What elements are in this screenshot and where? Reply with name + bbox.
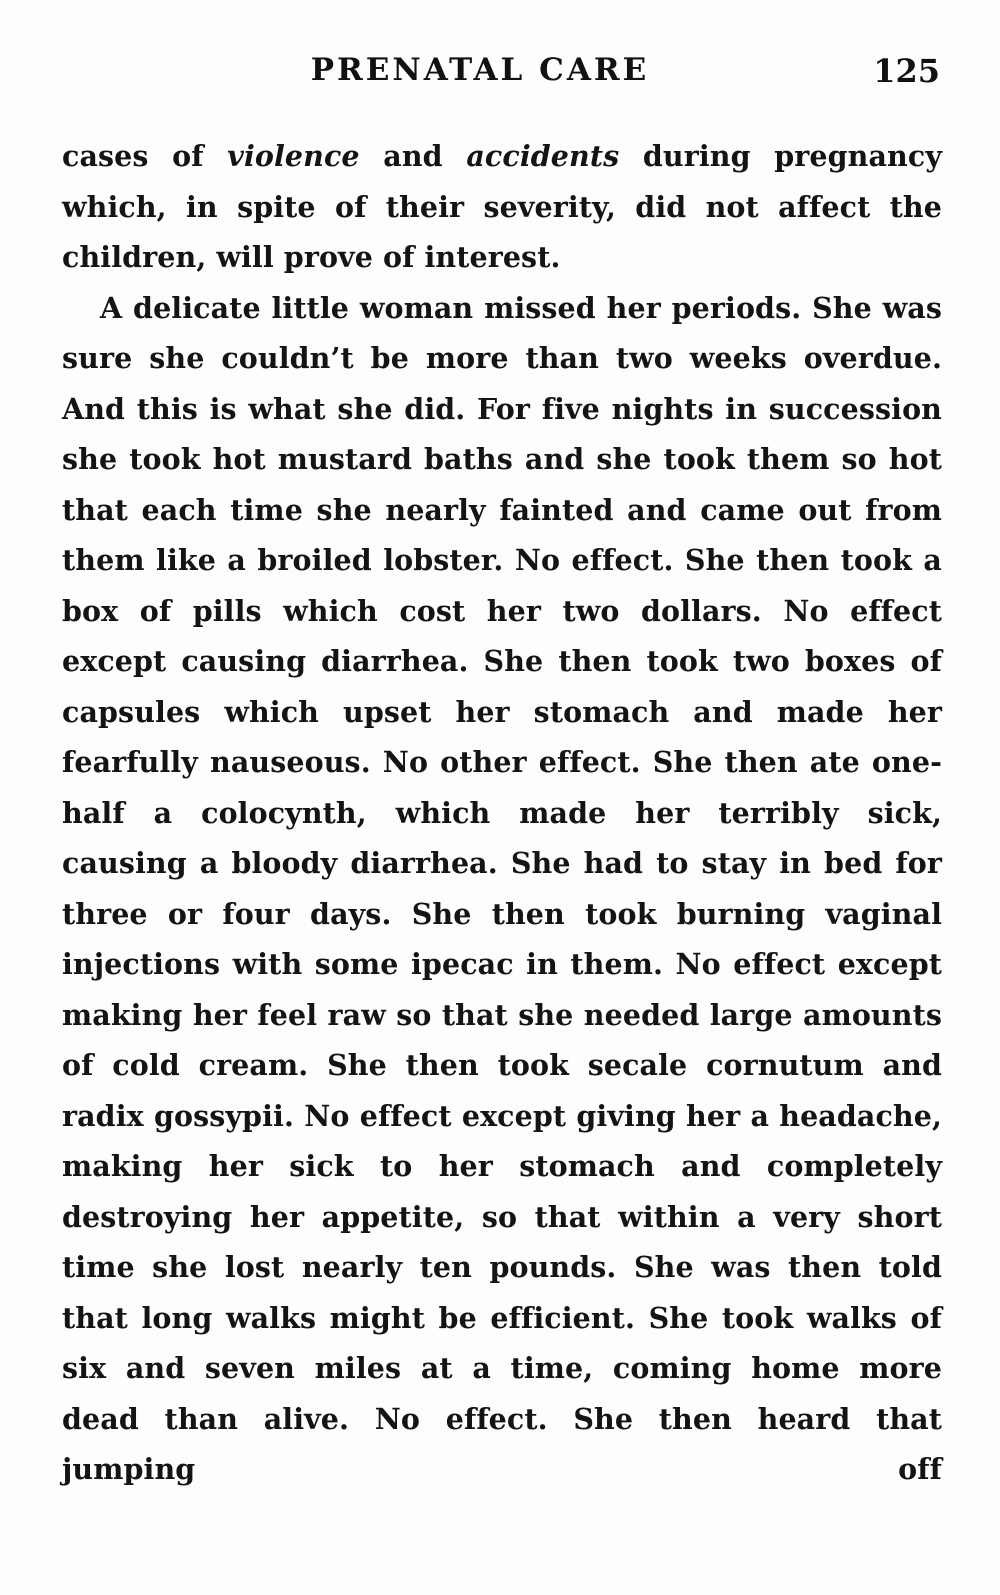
paragraph-2 — [62, 283, 942, 1546]
emphasis-text: accidents — [466, 139, 620, 173]
page-header — [60, 52, 940, 102]
page-number: 125 — [873, 52, 940, 90]
text-run: cases of — [62, 139, 228, 173]
text-run: during pregnancy which, in spite of their severity, did not affect the children, will prove of interest. — [62, 139, 942, 274]
paragraph-1 — [62, 131, 942, 283]
text-run: A delicate little woman missed her periods. She was sure she couldn’t be more than two weeks overdue. And this is what she did. For five nights in succession she took hot mustard baths and she took them so hot that each time she nearly fainted and came out from them like a broiled lobster. No effect. She then took a box of pills which cost her two dollars. No effect except causing diarrhea. She then took two boxes of capsules which upset her stomach and made her fearfully nauseous. No other effect. She then ate one-half a colocynth, which made her terribly sick, causing a bloody diarrhea. She had to stay in bed for three or four days. She then took burning vaginal injections with some ipecac in them. No effect except making her feel raw so that she needed large amounts of cold cream. She then took secale cornutum and radix gossypii. No effect except giving her a headache, making her sick to her stomach and completely destroying her appetite, so that within a very short time she lost nearly ten pounds. She was then told that long walks might be efficient. She took walks of six and seven miles at a time, coming home more dead than alive. No effect. She then heard that jumping off — [62, 290, 942, 1486]
running-title: PRENATAL CARE — [310, 52, 650, 88]
emphasis-text: violence — [227, 139, 360, 173]
text-run: and — [359, 139, 467, 173]
body-text — [62, 131, 942, 1545]
